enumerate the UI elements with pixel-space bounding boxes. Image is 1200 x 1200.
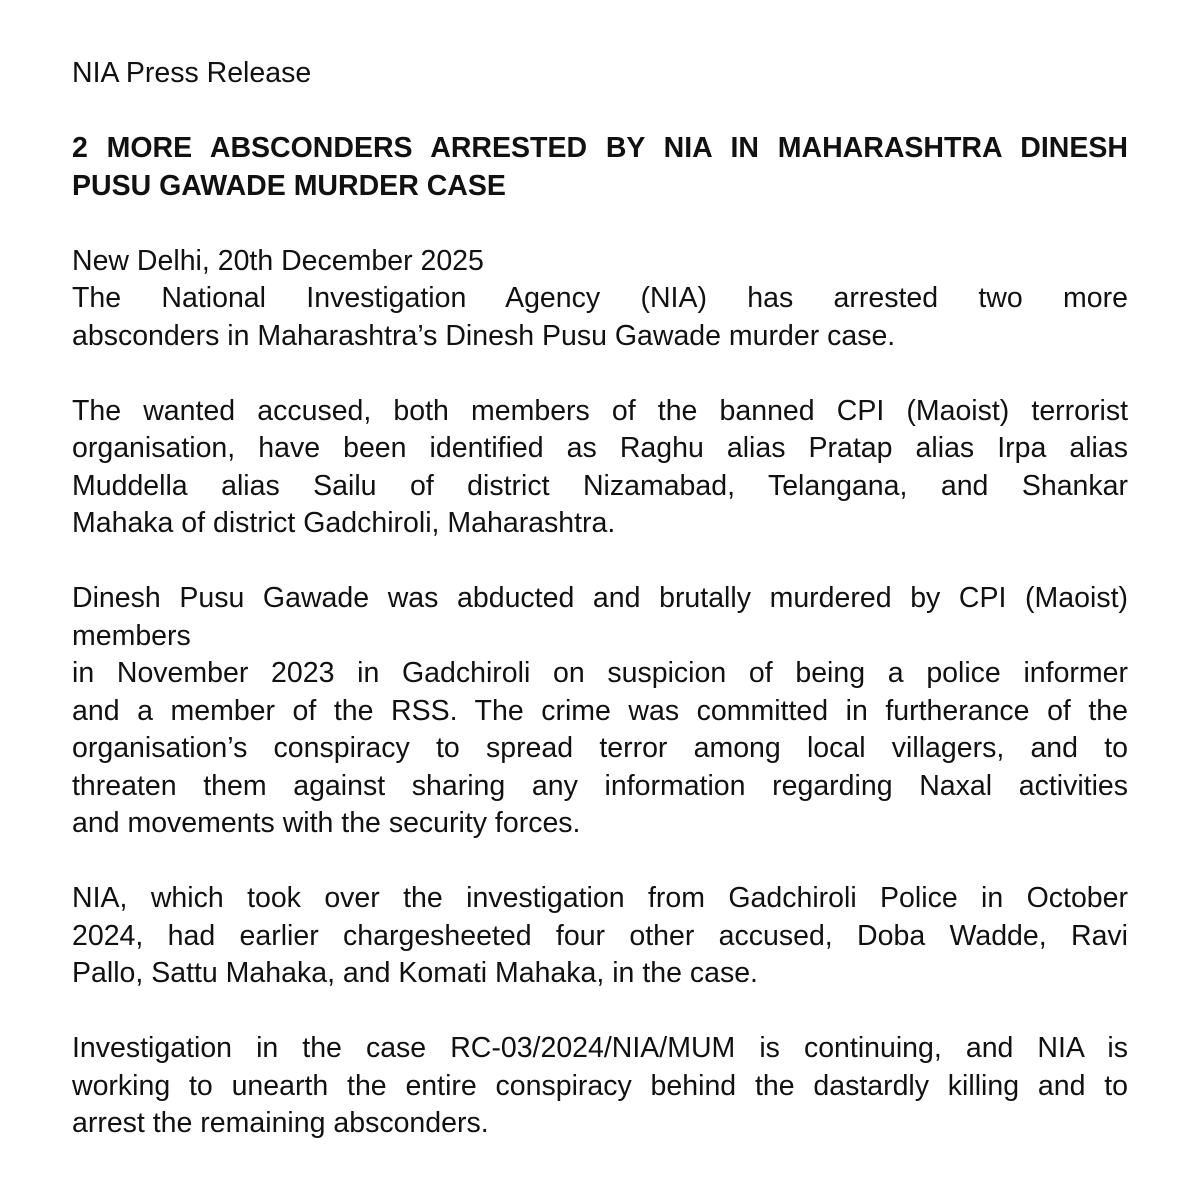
paragraph-3	[72, 580, 1128, 843]
headline-line: 2 MORE ABSCONDERS ARRESTED BY NIA IN MAHARASHTRA DINESH	[72, 132, 1128, 164]
paragraph-5	[72, 1030, 1128, 1143]
spacer	[72, 93, 1128, 131]
spacer	[72, 843, 1128, 881]
dateline: New Delhi, 20th December 2025	[72, 244, 484, 277]
paragraph-line: members	[72, 619, 191, 652]
paragraph-line: in November 2023 in Gadchiroli on suspicion of being a police informer	[72, 657, 1128, 689]
paragraph-line: and movements with the security forces.	[72, 807, 581, 839]
spacer	[72, 355, 1128, 393]
spacer	[72, 993, 1128, 1031]
paragraph-line: absconders in Maharashtra’s Dinesh Pusu Gawade murder case.	[72, 319, 896, 352]
paragraph-line: working to unearth the entire conspiracy behind the dastardly killing and to	[72, 1069, 1128, 1102]
paragraph-line: organisation, have been identified as Raghu alias Pratap alias Irpa alias	[72, 432, 1128, 464]
paragraph-line: The wanted accused, both members of the banned CPI (Maoist) terrorist	[72, 394, 1128, 427]
paragraph-2	[72, 393, 1128, 543]
spacer	[72, 543, 1128, 581]
paragraph-line: threaten them against sharing any information regarding Naxal activities	[72, 769, 1128, 802]
paragraph-line: Dinesh Pusu Gawade was abducted and brutally murdered by CPI (Maoist)	[72, 582, 1128, 614]
paragraph-line: 2024, had earlier chargesheeted four other accused, Doba Wadde, Ravi	[72, 919, 1128, 952]
paragraph-line: Pallo, Sattu Mahaka, and Komati Mahaka, in the case.	[72, 957, 758, 989]
paragraph-line: arrest the remaining absconders.	[72, 1107, 489, 1139]
paragraph-line: Investigation in the case RC-03/2024/NIA/MUM is continuing, and NIA is	[72, 1032, 1128, 1064]
headline-line: PUSU GAWADE MURDER CASE	[72, 169, 506, 202]
headline	[72, 130, 1128, 205]
paragraph-line: organisation’s conspiracy to spread terror among local villagers, and to	[72, 732, 1128, 764]
paragraph-line: NIA, which took over the investigation from Gadchiroli Police in October	[72, 882, 1128, 914]
paragraph-1	[72, 280, 1128, 355]
paragraph-line: and a member of the RSS. The crime was committed in furtherance of the	[72, 694, 1128, 727]
paragraph-line: Mahaka of district Gadchiroli, Maharashtra.	[72, 507, 616, 539]
paragraph-line: The National Investigation Agency (NIA) has arrested two more	[72, 282, 1128, 314]
release-label: NIA Press Release	[72, 57, 312, 89]
spacer	[72, 205, 1128, 243]
paragraph-4	[72, 880, 1128, 993]
paragraph-line: Muddella alias Sailu of district Nizamabad, Telangana, and Shankar	[72, 469, 1128, 502]
